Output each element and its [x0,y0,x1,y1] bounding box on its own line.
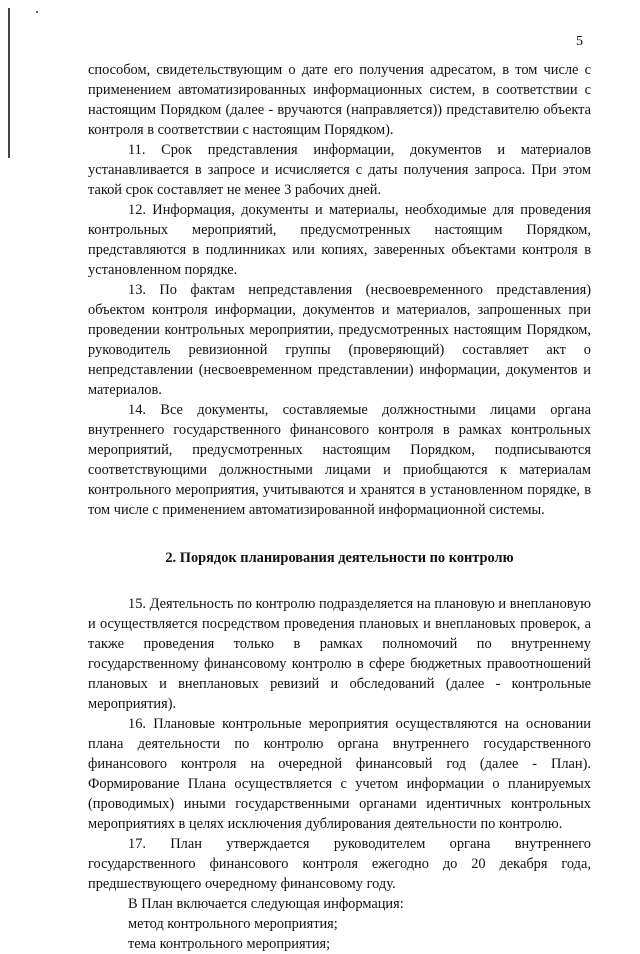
paragraph-15: 15. Деятельность по контролю подразделяется на плановую и внеплановую и осуществляется посредством проведения плановых и внеплановых проверок, а также проведения только в рамках полномочий по внутреннему государственному финансовому контролю в сфере бюджетных правоотношений плановых и внеплановых ревизий и обследований (далее - контрольные мероприятия). [88,596,592,712]
paragraph-14: 14. Все документы, составляемые должностными лицами органа внутреннего государственного финансового контроля в рамках контрольных мероприятий, предусмотренных настоящим Порядком, подписываются соответствующими должностными лицами и приобщаются к материалам контрольного мероприятия, учитываются и хранятся в установленном порядке, в том числе с применением автоматизированной информационной системы. [88,402,591,518]
paragraph-11: 11. Срок представления информации, документов и материалов устанавливается в запросе и исчисляется с даты получения запроса. При этом такой срок составляет не менее 3 рабочих дней. [88,142,591,198]
list-intro: В План включается следующая информация: [128,896,404,912]
paragraph-13: 13. По фактам непредставления (несвоевременного представления) объектом контроля информации, документов и материалов, запрошенных при проведении контрольных мероприятии, предусмотренных настоящим Порядком, руководитель ревизионной группы (проверяющий) составляет акт о непредставлении (несвоевременном представлении) информации, документов и материалов. [88,282,591,398]
list-item: тема контрольного мероприятия; [128,936,331,952]
list-item: метод контрольного мероприятия; [128,916,338,932]
paragraph-12: 12. Информация, документы и материалы, необходимые для проведения контрольных мероприятий, предусмотренных настоящим Порядком, представляются в подлинниках или копиях, заверенных объектами контроля в установленном порядке. [88,202,591,278]
paragraph-17: 17. План утверждается руководителем органа внутреннего государственного финансового контроля ежегодно до 20 декабря года, предшествующего очередному финансовому году. [88,836,591,892]
scan-dot [36,11,38,13]
scan-edge-line [8,8,10,158]
page-number: 5 [576,34,583,49]
section-heading: 2. Порядок планирования деятельности по контролю [165,550,514,566]
document-body [88,60,591,954]
paragraph-16: 16. Плановые контрольные мероприятия осуществляются на основании плана деятельности по контролю органа внутреннего государственного финансового контроля на очередной финансовый год (далее - План). Формирование Плана осуществляется с учетом информации о планируемых (проводимых) иными государственными органами идентичных контрольных мероприятиях в целях исключения дублирования деятельности по контролю. [88,716,591,832]
paragraph-continuation: способом, свидетельствующим о дате его получения адресатом, в том числе с применением автоматизированных информационных систем, в соответствии с настоящим Порядком (далее - вручаются (направляется)) представителю объекта контроля в соответствии с настоящим Порядком). [88,62,591,138]
